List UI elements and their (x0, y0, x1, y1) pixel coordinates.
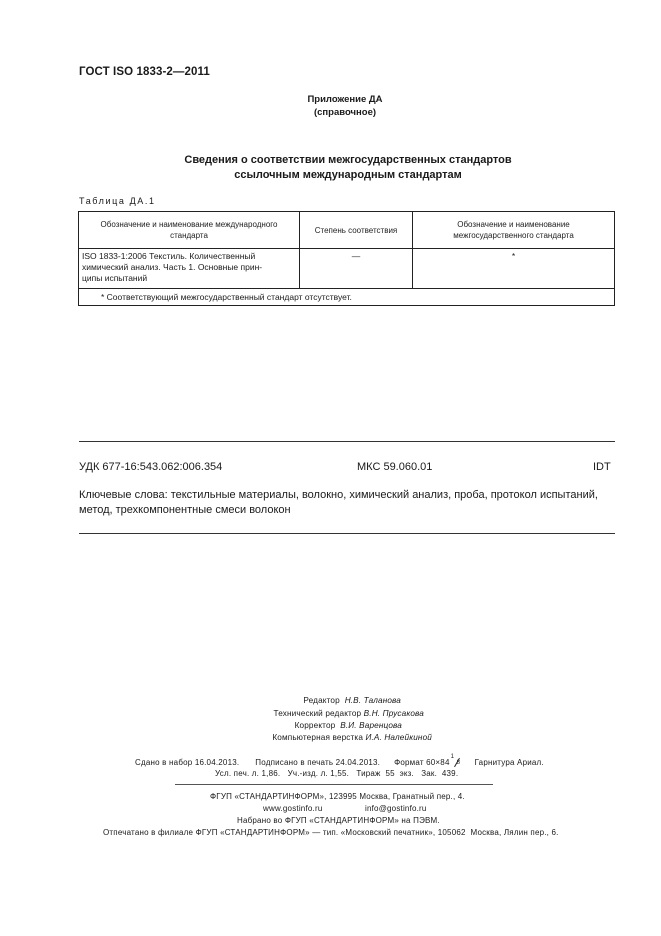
credit-name: В.И. Варенцова (340, 721, 402, 730)
header-degree (300, 212, 413, 249)
signed-date: Подписано в печать 24.04.2013. (255, 758, 381, 767)
credit-layout (120, 733, 432, 742)
mks-code: МКС 59.060.01 (357, 461, 433, 473)
cell-interstate: * (413, 249, 615, 289)
header-interstate-line-2: межгосударственного стандарта (453, 231, 574, 240)
keywords (79, 488, 619, 518)
correspondence-table (78, 211, 615, 306)
credit-role: Технический редактор (273, 709, 362, 718)
table-header-row (79, 212, 615, 249)
publisher-address: ФГУП «СТАНДАРТИНФОРМ», 123995 Москва, Гранатный пер., 4. (210, 792, 465, 801)
credit-role: Компьютерная верстка (272, 733, 364, 742)
table-row (79, 249, 615, 289)
cell-intl-standard (79, 249, 300, 289)
cell-degree: — (300, 249, 413, 289)
document-code: ГОСТ ISO 1833-2—2011 (79, 66, 210, 78)
udk-code: УДК 677-16:543.062:006.354 (79, 461, 223, 473)
publisher-email: info@gostinfo.ru (365, 804, 427, 813)
heading-line-2: ссылочным международным стандартам (234, 169, 462, 181)
keywords-line-2: метод, трехкомпонентные смеси волокон (79, 504, 291, 516)
font-family-note: Гарнитура Ариал. (474, 758, 544, 767)
typeset-note: Набрано во ФГУП «СТАНДАРТИНФОРМ» на ПЭВМ. (237, 816, 440, 825)
cell-intl-line-1: ISO 1833-1:2006 Текстиль. Количественный (82, 251, 256, 261)
print-info-line-1 (135, 754, 544, 767)
paper-format: Формат 60×84 (394, 758, 450, 767)
header-interstate-line-1: Обозначение и наименование (457, 220, 570, 229)
divider-bottom (79, 533, 615, 534)
keywords-line-1: Ключевые слова: текстильные материалы, волокно, химический анализ, проба, протокол испытаний, (79, 489, 598, 501)
credit-proofreader (120, 721, 432, 730)
cell-intl-line-3: ципы испытаний (82, 273, 148, 283)
table-label: Таблица ДА.1 (79, 196, 156, 206)
section-heading (120, 153, 576, 183)
table-footnote: * Соответствующий межгосударственный стандарт отсутствует. (79, 289, 615, 306)
print-info-line-2: Усл. печ. л. 1,86. Уч.-изд. л. 1,55. Тираж 55 экз. Зак. 439. (215, 769, 459, 778)
appendix-subtitle: (справочное) (313, 107, 377, 118)
header-intl-line-1: Обозначение и наименование международного (100, 220, 278, 229)
typeset-date: Сдано в набор 16.04.2013. (135, 758, 240, 767)
header-degree-label: Степень соответствия (314, 225, 398, 235)
credit-editor (120, 696, 432, 705)
fraction-denominator: 8 (456, 760, 461, 766)
credit-role: Редактор (303, 696, 340, 705)
table-footnote-row (79, 289, 615, 306)
credit-tech-editor (120, 709, 432, 718)
credit-name: В.Н. Прусакова (363, 709, 424, 718)
divider-top (79, 441, 615, 442)
header-intl-line-2: стандарта (170, 231, 208, 240)
header-interstate-standard (413, 212, 615, 249)
heading-line-1: Сведения о соответствии межгосударственных стандартов (184, 154, 512, 166)
format-fraction (450, 754, 461, 767)
header-intl-standard (79, 212, 300, 249)
appendix-title: Приложение ДА (307, 94, 383, 105)
imprint-divider (175, 784, 493, 785)
credit-role: Корректор (294, 721, 336, 730)
fraction-numerator: 1 (450, 754, 455, 760)
idt-label: IDT (593, 461, 611, 473)
credit-name: Н.В. Таланова (344, 696, 401, 705)
publisher-site: www.gostinfo.ru (263, 804, 323, 813)
printed-note: Отпечатано в филиале ФГУП «СТАНДАРТИНФОРМ» — тип. «Московский печатник», 105062 Москва, Лялин пер., 6. (103, 828, 559, 837)
credit-name: И.А. Налейкиной (365, 733, 432, 742)
cell-intl-line-2: химический анализ. Часть 1. Основные прин- (82, 262, 263, 272)
